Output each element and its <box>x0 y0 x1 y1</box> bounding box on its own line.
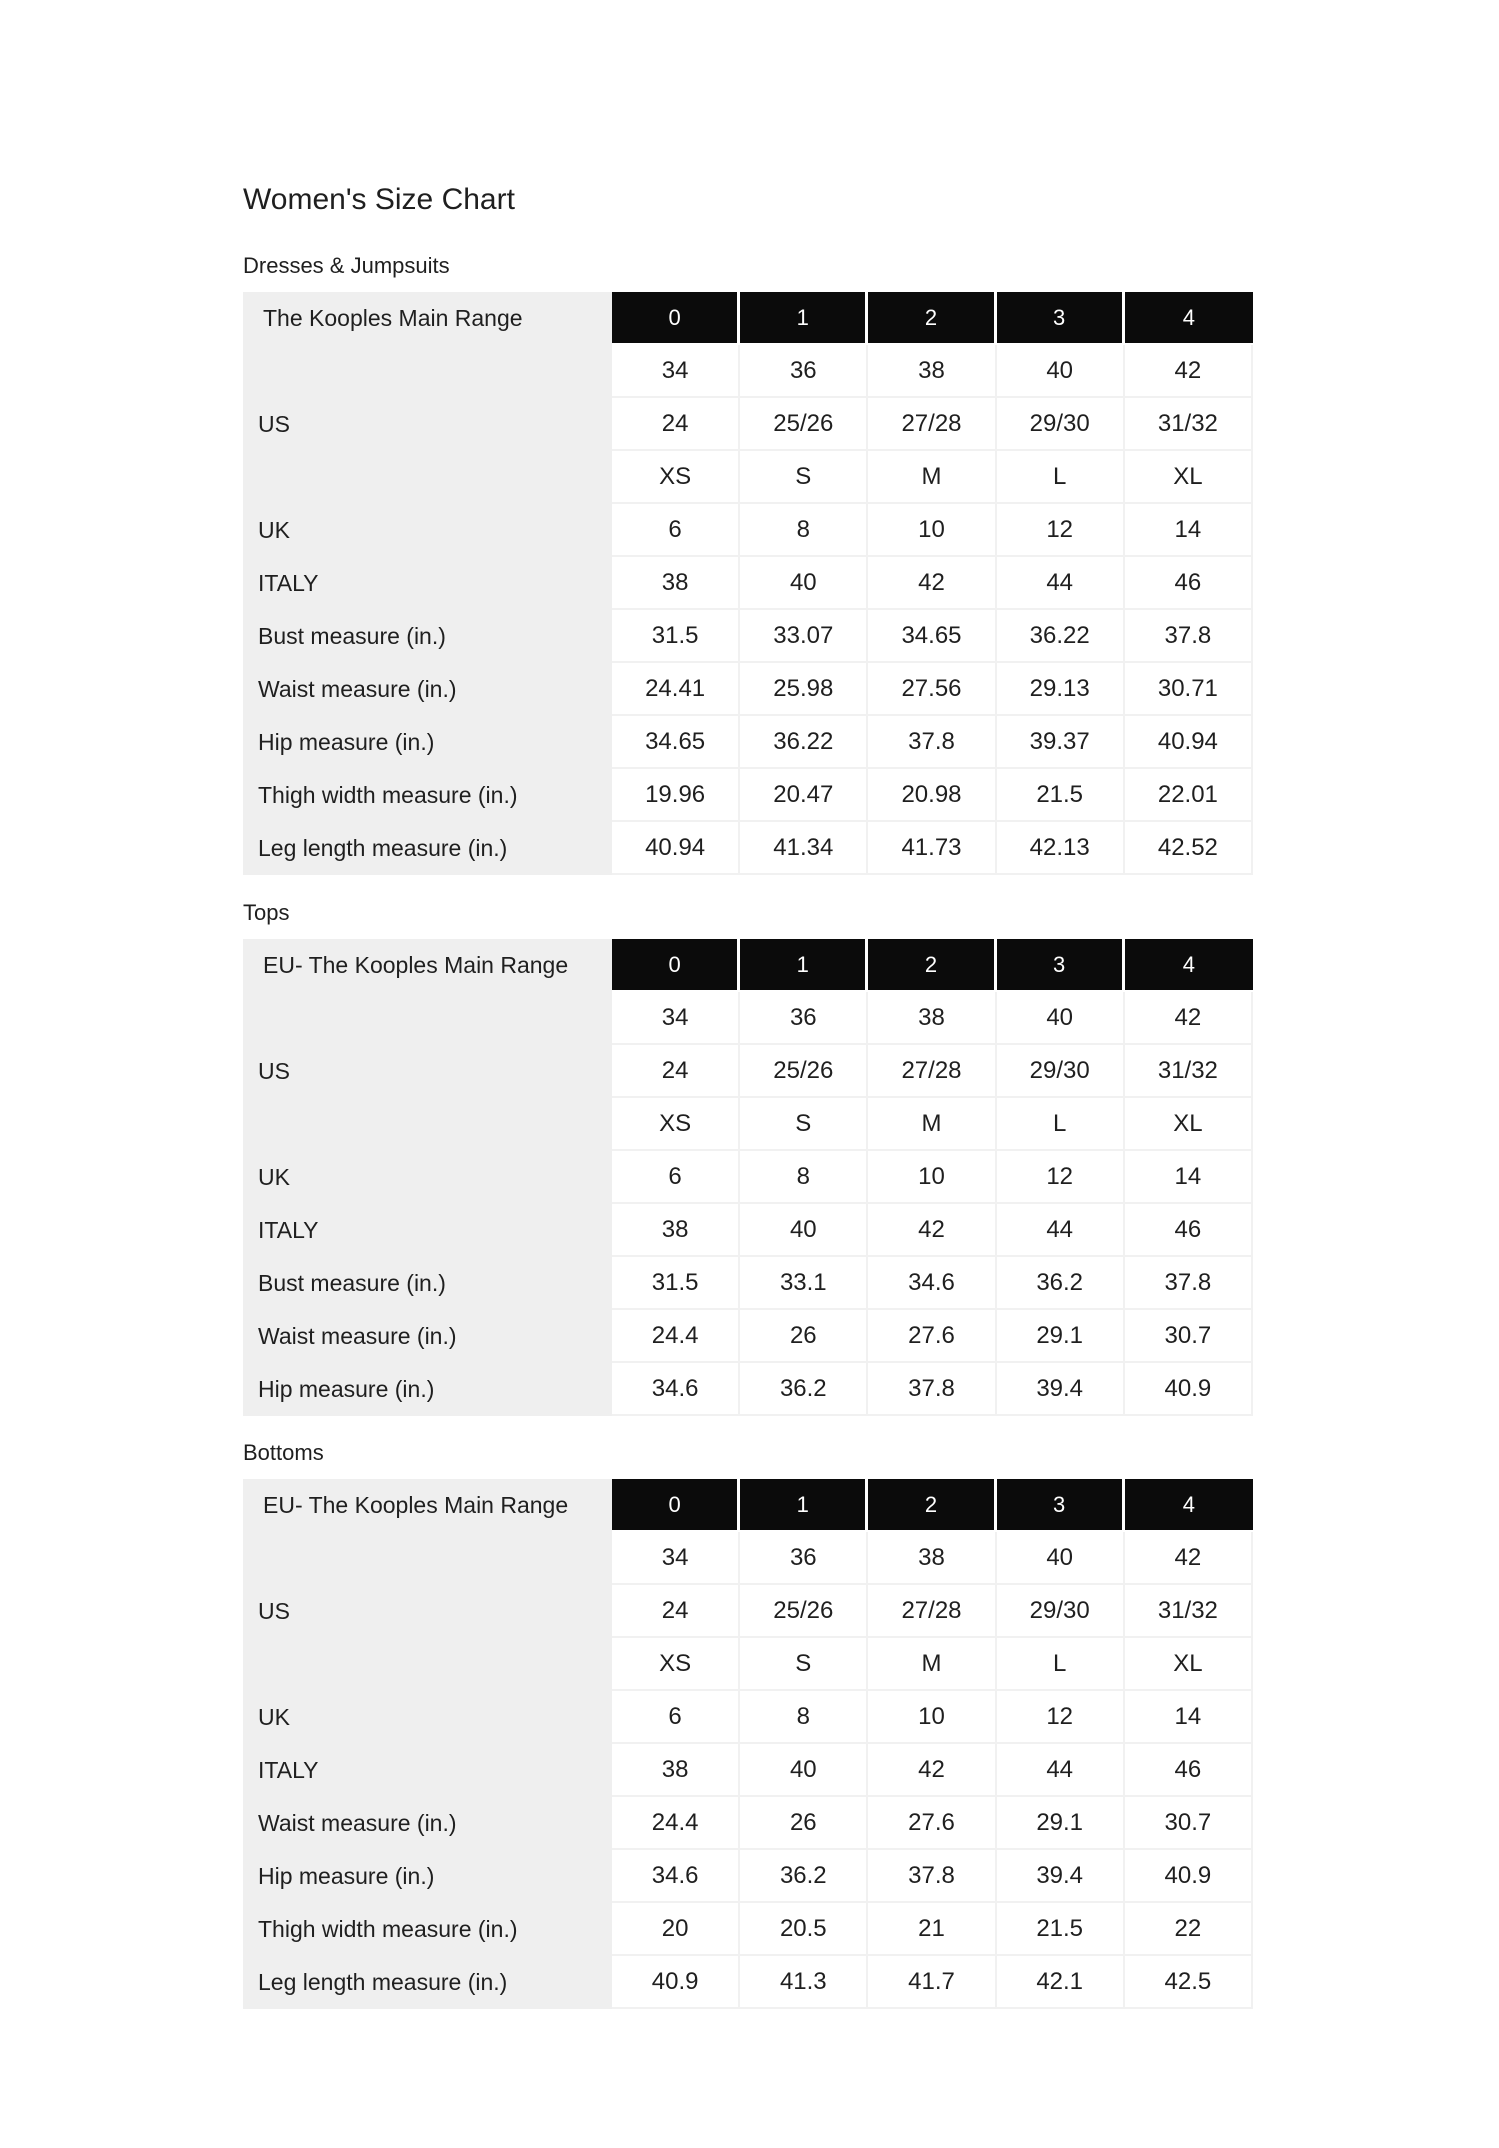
table-cell: 37.8 <box>868 1363 996 1416</box>
table-cell: XL <box>1125 1638 1253 1691</box>
table-cell: 30.7 <box>1125 1797 1253 1850</box>
table-cell: 31/32 <box>1125 398 1253 451</box>
range-label: EU- The Kooples Main Range <box>243 1479 612 1532</box>
table-cell: 27.6 <box>868 1310 996 1363</box>
table-cell: 27.6 <box>868 1797 996 1850</box>
table-cell: 21 <box>868 1903 996 1956</box>
size-header-cell: 0 <box>612 1479 740 1532</box>
table-cell: 41.7 <box>868 1956 996 2009</box>
table-cell: M <box>868 1638 996 1691</box>
table-cell: 21.5 <box>997 769 1125 822</box>
table-row <box>243 557 1253 610</box>
table-cell: 34 <box>612 992 740 1045</box>
row-label: Hip measure (in.) <box>243 1850 612 1903</box>
row-label: ITALY <box>243 1204 612 1257</box>
row-label <box>243 451 612 504</box>
table-cell: 12 <box>997 1691 1125 1744</box>
table-cell: 46 <box>1125 557 1253 610</box>
table-row <box>243 504 1253 557</box>
size-header-cell: 3 <box>997 1479 1125 1532</box>
table-cell: 27/28 <box>868 398 996 451</box>
table-cell: 41.34 <box>740 822 868 875</box>
table-row <box>243 1585 1253 1638</box>
table-cell: 36.2 <box>740 1363 868 1416</box>
size-header-cell: 4 <box>1125 1479 1253 1532</box>
table-cell: 22 <box>1125 1903 1253 1956</box>
table-row <box>243 1363 1253 1416</box>
table-cell: L <box>997 1638 1125 1691</box>
table-row <box>243 398 1253 451</box>
table-cell: 37.8 <box>1125 610 1253 663</box>
table-cell: 36 <box>740 992 868 1045</box>
table-cell: 14 <box>1125 1151 1253 1204</box>
size-header-cell: 1 <box>740 1479 868 1532</box>
row-label: US <box>243 1045 612 1098</box>
table-cell: 25/26 <box>740 1045 868 1098</box>
size-header-row <box>243 292 1253 345</box>
page-title: Women's Size Chart <box>243 183 515 216</box>
table-row <box>243 1098 1253 1151</box>
table-cell: 20.47 <box>740 769 868 822</box>
row-label <box>243 1098 612 1151</box>
table-cell: 42.52 <box>1125 822 1253 875</box>
table-row <box>243 1310 1253 1363</box>
row-label: Waist measure (in.) <box>243 1797 612 1850</box>
table-cell: 29/30 <box>997 1585 1125 1638</box>
table-cell: 24.41 <box>612 663 740 716</box>
table-cell: XL <box>1125 1098 1253 1151</box>
table-cell: 34.6 <box>612 1363 740 1416</box>
table-cell: 22.01 <box>1125 769 1253 822</box>
table-cell: 40.9 <box>1125 1850 1253 1903</box>
size-header-cell: 3 <box>997 292 1125 345</box>
table-row <box>243 716 1253 769</box>
table-cell: 34.65 <box>612 716 740 769</box>
table-row <box>243 769 1253 822</box>
table-cell: 37.8 <box>868 1850 996 1903</box>
table-cell: 37.8 <box>1125 1257 1253 1310</box>
table-row <box>243 345 1253 398</box>
size-header-cell: 2 <box>868 939 996 992</box>
table-cell: S <box>740 1638 868 1691</box>
table-cell: 24.4 <box>612 1310 740 1363</box>
table-cell: 36.2 <box>997 1257 1125 1310</box>
table-cell: 12 <box>997 1151 1125 1204</box>
table-cell: 41.73 <box>868 822 996 875</box>
table-cell: 37.8 <box>868 716 996 769</box>
table-cell: 27/28 <box>868 1585 996 1638</box>
row-label: ITALY <box>243 557 612 610</box>
table-cell: 6 <box>612 504 740 557</box>
table-cell: 40.94 <box>612 822 740 875</box>
table-cell: 24 <box>612 398 740 451</box>
table-row <box>243 1638 1253 1691</box>
section-title-tops: Tops <box>243 900 290 925</box>
table-cell: 8 <box>740 504 868 557</box>
table-cell: 26 <box>740 1797 868 1850</box>
section-title-dresses-jumpsuits: Dresses & Jumpsuits <box>243 253 450 278</box>
row-label: Thigh width measure (in.) <box>243 769 612 822</box>
table-cell: 33.07 <box>740 610 868 663</box>
row-label: Bust measure (in.) <box>243 610 612 663</box>
table-cell: 27.56 <box>868 663 996 716</box>
size-table-dresses-jumpsuits <box>243 292 1253 875</box>
table-cell: 38 <box>868 1532 996 1585</box>
row-label: US <box>243 398 612 451</box>
section-title-bottoms: Bottoms <box>243 1440 324 1465</box>
table-cell: XS <box>612 1638 740 1691</box>
table-cell: 12 <box>997 504 1125 557</box>
range-label: The Kooples Main Range <box>243 292 612 345</box>
table-cell: 38 <box>612 1204 740 1257</box>
size-header-cell: 1 <box>740 939 868 992</box>
table-row <box>243 663 1253 716</box>
table-cell: 24.4 <box>612 1797 740 1850</box>
table-cell: 42 <box>1125 1532 1253 1585</box>
table-cell: 30.7 <box>1125 1310 1253 1363</box>
table-cell: 10 <box>868 1691 996 1744</box>
table-row <box>243 1797 1253 1850</box>
table-cell: 10 <box>868 1151 996 1204</box>
table-row <box>243 1532 1253 1585</box>
table-cell: 14 <box>1125 504 1253 557</box>
table-cell: L <box>997 451 1125 504</box>
table-row <box>243 822 1253 875</box>
table-cell: 29.1 <box>997 1310 1125 1363</box>
size-header-cell: 3 <box>997 939 1125 992</box>
table-cell: 34 <box>612 345 740 398</box>
table-cell: 36.2 <box>740 1850 868 1903</box>
table-cell: 42 <box>868 557 996 610</box>
table-cell: 42.1 <box>997 1956 1125 2009</box>
table-cell: 44 <box>997 557 1125 610</box>
row-label: Leg length measure (in.) <box>243 1956 612 2009</box>
table-row <box>243 1903 1253 1956</box>
row-label: Waist measure (in.) <box>243 663 612 716</box>
size-header-cell: 1 <box>740 292 868 345</box>
row-label: Bust measure (in.) <box>243 1257 612 1310</box>
table-cell: S <box>740 451 868 504</box>
table-cell: 44 <box>997 1744 1125 1797</box>
row-label: Hip measure (in.) <box>243 1363 612 1416</box>
table-cell: XS <box>612 451 740 504</box>
table-row <box>243 1744 1253 1797</box>
table-cell: 34.6 <box>868 1257 996 1310</box>
table-cell: 34 <box>612 1532 740 1585</box>
table-cell: 39.4 <box>997 1850 1125 1903</box>
table-cell: 42 <box>868 1204 996 1257</box>
table-cell: XS <box>612 1098 740 1151</box>
table-cell: 31/32 <box>1125 1045 1253 1098</box>
table-cell: 42.13 <box>997 822 1125 875</box>
table-cell: S <box>740 1098 868 1151</box>
size-header-cell: 4 <box>1125 939 1253 992</box>
table-cell: 40 <box>997 1532 1125 1585</box>
table-cell: 40 <box>740 557 868 610</box>
table-cell: 38 <box>868 992 996 1045</box>
table-cell: 34.6 <box>612 1850 740 1903</box>
table-row <box>243 1151 1253 1204</box>
table-row <box>243 1956 1253 2009</box>
table-row <box>243 610 1253 663</box>
table-cell: 36 <box>740 345 868 398</box>
size-header-cell: 0 <box>612 292 740 345</box>
table-cell: 24 <box>612 1585 740 1638</box>
table-cell: 36.22 <box>997 610 1125 663</box>
table-cell: L <box>997 1098 1125 1151</box>
table-cell: 40.9 <box>1125 1363 1253 1416</box>
table-cell: 39.37 <box>997 716 1125 769</box>
table-cell: 27/28 <box>868 1045 996 1098</box>
table-cell: XL <box>1125 451 1253 504</box>
table-cell: 31/32 <box>1125 1585 1253 1638</box>
table-cell: 25/26 <box>740 1585 868 1638</box>
table-cell: 14 <box>1125 1691 1253 1744</box>
table-row <box>243 1257 1253 1310</box>
table-cell: 20.5 <box>740 1903 868 1956</box>
table-cell: 36.22 <box>740 716 868 769</box>
row-label: ITALY <box>243 1744 612 1797</box>
table-cell: 29.13 <box>997 663 1125 716</box>
size-header-cell: 0 <box>612 939 740 992</box>
table-cell: M <box>868 1098 996 1151</box>
table-cell: 33.1 <box>740 1257 868 1310</box>
table-cell: 40.9 <box>612 1956 740 2009</box>
table-cell: 21.5 <box>997 1903 1125 1956</box>
table-cell: 26 <box>740 1310 868 1363</box>
size-table-tops <box>243 939 1253 1416</box>
table-cell: 41.3 <box>740 1956 868 2009</box>
table-cell: 29/30 <box>997 1045 1125 1098</box>
table-cell: 38 <box>868 345 996 398</box>
table-cell: 38 <box>612 557 740 610</box>
row-label: Waist measure (in.) <box>243 1310 612 1363</box>
row-label: UK <box>243 1691 612 1744</box>
table-cell: 24 <box>612 1045 740 1098</box>
table-row <box>243 1850 1253 1903</box>
size-header-row <box>243 939 1253 992</box>
table-cell: 42 <box>1125 992 1253 1045</box>
size-table-bottoms <box>243 1479 1253 2009</box>
table-cell: 39.4 <box>997 1363 1125 1416</box>
table-row <box>243 992 1253 1045</box>
table-cell: 40.94 <box>1125 716 1253 769</box>
table-row <box>243 1045 1253 1098</box>
table-cell: 46 <box>1125 1204 1253 1257</box>
size-header-row <box>243 1479 1253 1532</box>
table-cell: 42.5 <box>1125 1956 1253 2009</box>
table-cell: 46 <box>1125 1744 1253 1797</box>
row-label <box>243 1638 612 1691</box>
table-cell: 25/26 <box>740 398 868 451</box>
row-label: UK <box>243 504 612 557</box>
table-cell: 8 <box>740 1691 868 1744</box>
row-label: Thigh width measure (in.) <box>243 1903 612 1956</box>
row-label <box>243 345 612 398</box>
table-cell: 40 <box>997 345 1125 398</box>
table-cell: 42 <box>1125 345 1253 398</box>
table-cell: 25.98 <box>740 663 868 716</box>
table-cell: 40 <box>997 992 1125 1045</box>
table-cell: 38 <box>612 1744 740 1797</box>
table-cell: 6 <box>612 1151 740 1204</box>
table-cell: 20.98 <box>868 769 996 822</box>
table-row <box>243 1691 1253 1744</box>
range-label: EU- The Kooples Main Range <box>243 939 612 992</box>
table-cell: 34.65 <box>868 610 996 663</box>
row-label: US <box>243 1585 612 1638</box>
size-header-cell: 2 <box>868 1479 996 1532</box>
table-row <box>243 451 1253 504</box>
table-cell: 6 <box>612 1691 740 1744</box>
table-cell: 40 <box>740 1204 868 1257</box>
row-label: Hip measure (in.) <box>243 716 612 769</box>
table-cell: 8 <box>740 1151 868 1204</box>
table-cell: 29/30 <box>997 398 1125 451</box>
table-cell: 31.5 <box>612 610 740 663</box>
table-cell: 20 <box>612 1903 740 1956</box>
table-cell: 10 <box>868 504 996 557</box>
table-cell: 19.96 <box>612 769 740 822</box>
table-cell: 40 <box>740 1744 868 1797</box>
table-cell: 36 <box>740 1532 868 1585</box>
row-label: UK <box>243 1151 612 1204</box>
size-header-cell: 2 <box>868 292 996 345</box>
table-cell: 42 <box>868 1744 996 1797</box>
row-label <box>243 1532 612 1585</box>
table-cell: 31.5 <box>612 1257 740 1310</box>
table-cell: M <box>868 451 996 504</box>
table-cell: 29.1 <box>997 1797 1125 1850</box>
row-label <box>243 992 612 1045</box>
table-cell: 44 <box>997 1204 1125 1257</box>
table-row <box>243 1204 1253 1257</box>
row-label: Leg length measure (in.) <box>243 822 612 875</box>
size-header-cell: 4 <box>1125 292 1253 345</box>
table-cell: 30.71 <box>1125 663 1253 716</box>
